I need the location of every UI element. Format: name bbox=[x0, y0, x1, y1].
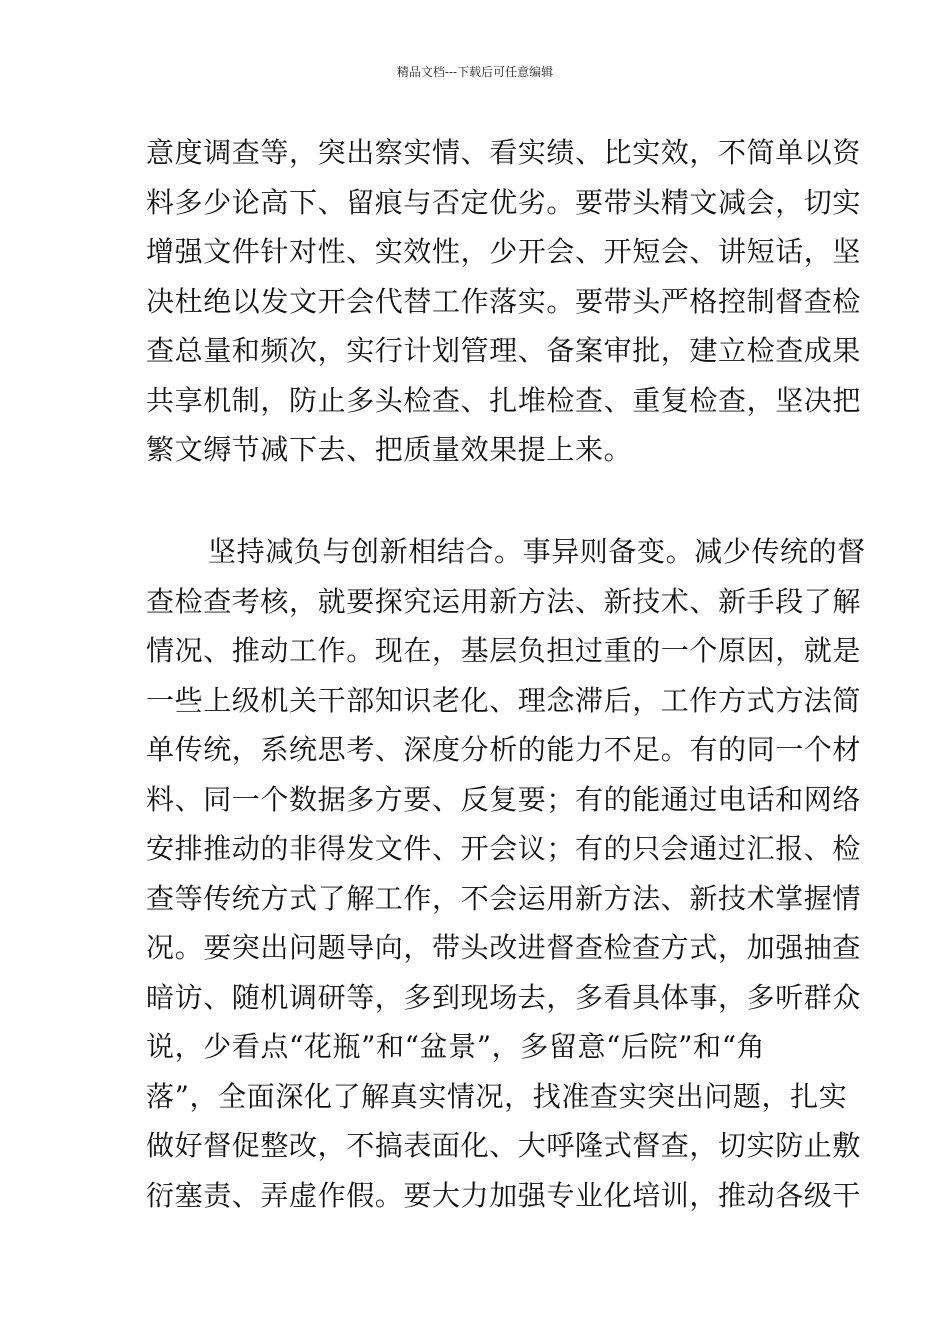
paragraph-line: 说，少看点“花瓶”和“盆景”，多留意“后院”和“角 bbox=[146, 1030, 766, 1063]
paragraph-line: 一些上级机关干部知识老化、理念滞后，工作方式方法简 bbox=[146, 683, 862, 717]
paragraph-line: 查检查考核，就要探究运用新方法、新技术、新手段了解 bbox=[146, 584, 862, 618]
paragraph-1 bbox=[146, 128, 862, 475]
paragraph-line: 单传统，系统思考、深度分析的能力不足。有的同一个材 bbox=[146, 733, 862, 766]
paragraph-line: 做好督促整改，不搞表面化、大呼隆式督查，切实防止敷 bbox=[146, 1129, 862, 1162]
paragraph-line: 料多少论高下、留痕与否定优劣。要带头精文减会，切实 bbox=[146, 185, 862, 219]
paragraph-2 bbox=[146, 527, 866, 1220]
paragraph-line: 情况、推动工作。现在，基层负担过重的一个原因，就是 bbox=[146, 634, 862, 667]
paragraph-line: 共享机制，防止多头检查、扎堆检查、重复检查，坚决把 bbox=[146, 383, 862, 417]
paragraph-line: 坚持减负与创新相结合。事异则备变。减少传统的督 bbox=[208, 535, 866, 568]
page-header: 精品文档---下载后可任意编辑 bbox=[396, 65, 554, 79]
paragraph-line: 况。要突出问题导向，带头改进督查检查方式，加强抽查 bbox=[146, 931, 862, 964]
paragraph-line: 暗访、随机调研等，多到现场去，多看具体事，多听群众 bbox=[146, 980, 862, 1014]
paragraph-line: 繁文缛节减下去、把质量效果提上来。 bbox=[146, 433, 633, 466]
paragraph-line: 查总量和频次，实行计划管理、备案审批，建立检查成果 bbox=[146, 334, 862, 367]
paragraph-line: 安排推动的非得发文件、开会议；有的只会通过汇报、检 bbox=[146, 832, 862, 865]
paragraph-line: 料、同一个数据多方要、反复要；有的能通过电话和网络 bbox=[146, 782, 862, 816]
paragraph-line: 决杜绝以发文开会代替工作落实。要带头严格控制督查检 bbox=[146, 284, 862, 318]
paragraph-line: 落”，全面深化了解真实情况，找准查实突出问题，扎实 bbox=[146, 1079, 848, 1113]
paragraph-line: 查等传统方式了解工作，不会运用新方法、新技术掌握情 bbox=[146, 881, 862, 915]
paragraph-line: 意度调查等，突出察实情、看实绩、比实效，不简单以资 bbox=[146, 136, 862, 169]
paragraph-line: 增强文件针对性、实效性，少开会、开短会、讲短话，坚 bbox=[146, 235, 862, 268]
paragraph-line: 衍塞责、弄虚作假。要大力加强专业化培训，推动各级干 bbox=[146, 1178, 862, 1212]
